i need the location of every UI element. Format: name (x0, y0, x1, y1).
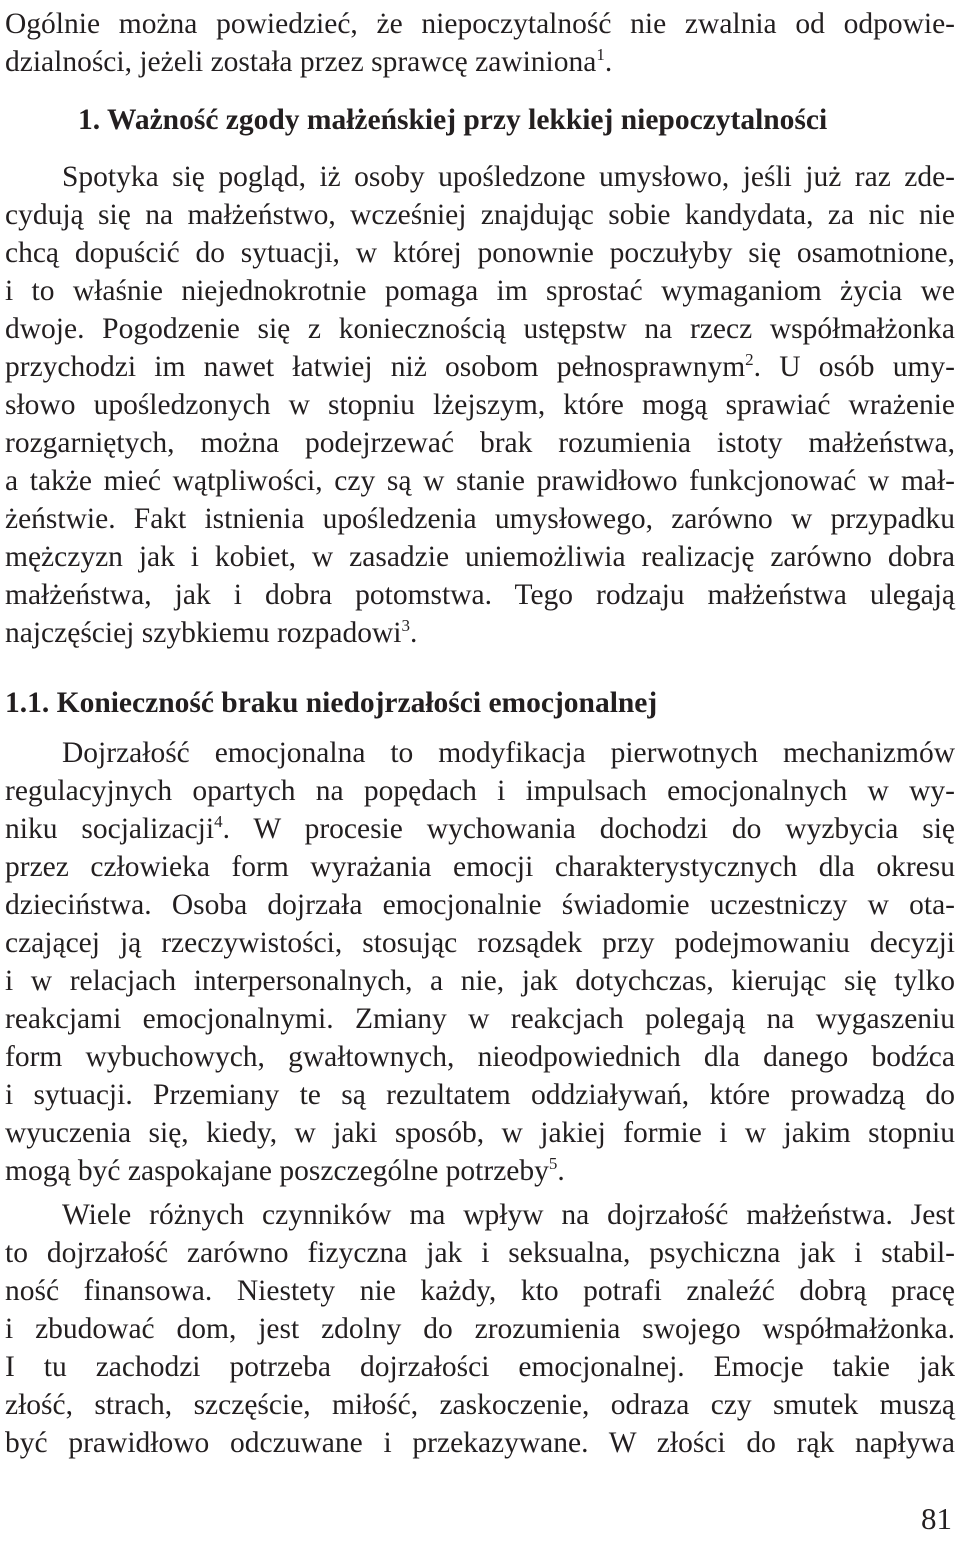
text-line: wyuczenia się, kiedy, w jaki sposób, w jakiej formie i w jakim stopniu (5, 1117, 955, 1149)
footnote-ref: 1 (596, 45, 605, 64)
text-line: reakcjami emocjonalnymi. Zmiany w reakcjach polegają na wygaszeniu (5, 1003, 955, 1035)
text-line: złość, strach, szczęście, miłość, zaskoczenie, odraza czy smutek muszą (5, 1389, 955, 1421)
text-line: dwoje. Pogodzenie się z koniecznością ustępstw na rzecz współmałżonka (5, 313, 955, 345)
text-line: i w relacjach interpersonalnych, a nie, jak dotychczas, kierując się tylko (5, 965, 955, 997)
text-line: I tu zachodzi potrzeba dojrzałości emocjonalnej. Emocje takie jak (5, 1351, 955, 1383)
text-line: niku socjalizacji$^4$. W procesie wychowania dochodzi do wyzbycia się (5, 812, 956, 845)
text-line: słowo upośledzonych w stopniu lżejszym, które mogą sprawiać wrażenie (5, 389, 955, 421)
text-line: przychodzi im nawet łatwiej niż osobom pełnosprawnym$^2$. U osób umy- (5, 350, 955, 383)
text-line: mężczyzn jak i kobiet, w zasadzie uniemożliwia realizację zarówno dobra (5, 541, 955, 573)
text-line: dzieciństwa. Osoba dojrzała emocjonalnie świadomie uczestniczy w ota- (5, 889, 955, 921)
text-line: małżeństwa, jak i dobra potomstwa. Tego rodzaju małżeństwa ulegają (5, 579, 955, 611)
text-line: chcą dopuścić do sytuacji, w której ponownie poczułyby się osamotnione, (5, 237, 955, 269)
text-line: i to właśnie niejednokrotnie pomaga im sprostać wymaganiom życia we (5, 275, 955, 307)
text-line: a także mieć wątpliwości, czy są w stanie prawidłowo funkcjonować w mał- (5, 465, 955, 497)
footnote-ref: 5 (548, 1154, 558, 1173)
text-line: Ogólnie można powiedzieć, że niepoczytalność nie zwalnia od odpowie- (5, 8, 955, 40)
text-line: Dojrzałość emocjonalna to modyfikacja pierwotnych mechanizmów (62, 737, 955, 769)
text-line: i zbudować dom, jest zdolny do zrozumienia swojego współmałżonka. (5, 1313, 955, 1345)
text-line: rozgarniętych, można podejrzewać brak rozumienia istoty małżeństwa, (5, 427, 955, 459)
text-line: form wybuchowych, gwałtownych, nieodpowiednich dla danego bodźca (5, 1041, 955, 1073)
text-line: ność finansowa. Niestety nie każdy, kto potrafi znaleźć dobrą pracę (5, 1275, 955, 1307)
text-line: dzialności, jeżeli została przez sprawcę zawiniona$^1$. (5, 45, 613, 78)
text-line: mogą być zaspokajane poszczególne potrzeby$^5$. (5, 1154, 565, 1187)
text-line: regulacyjnych opartych na popędach i impulsach emocjonalnych w wy- (5, 775, 955, 807)
text-line: cydują się na małżeństwo, wcześniej znajdując sobie kandydata, za nic nie (5, 199, 955, 231)
text-line: Wiele różnych czynników ma wpływ na dojrzałość małżeństwa. Jest (62, 1199, 955, 1231)
footnote-ref: 4 (214, 812, 223, 831)
text-line: żeństwie. Fakt istnienia upośledzenia umysłowego, zarówno w przypadku (5, 503, 955, 535)
text-line: Spotyka się pogląd, iż osoby upośledzone umysłowo, jeśli już raz zde- (62, 161, 955, 193)
text-line: i sytuacji. Przemiany te są rezultatem oddziaływań, które prowadzą do (5, 1079, 955, 1111)
text-line: to dojrzałość zarówno fizyczna jak i seksualna, psychiczna jak i stabil- (5, 1237, 955, 1269)
text-line: przez człowieka form wyrażania emocji charakterystycznych dla okresu (5, 851, 955, 883)
text-line: być prawidłowo odczuwane i przekazywane. W złości do rąk napływa (5, 1427, 955, 1459)
text-line: najczęściej szybkiemu rozpadowi$^3$. (5, 616, 418, 649)
page-number: 81 (921, 1501, 952, 1536)
subsection-heading: 1.1. Konieczność braku niedojrzałości emocjonalnej (5, 687, 658, 719)
footnote-ref: 2 (745, 350, 754, 369)
section-heading: 1. Ważność zgody małżeńskiej przy lekkiej niepoczytalności (78, 104, 828, 136)
text-line: czającej ją rzeczywistości, stosując rozsądek przy podejmowaniu decyzji (5, 927, 955, 959)
footnote-ref: 3 (401, 616, 410, 635)
